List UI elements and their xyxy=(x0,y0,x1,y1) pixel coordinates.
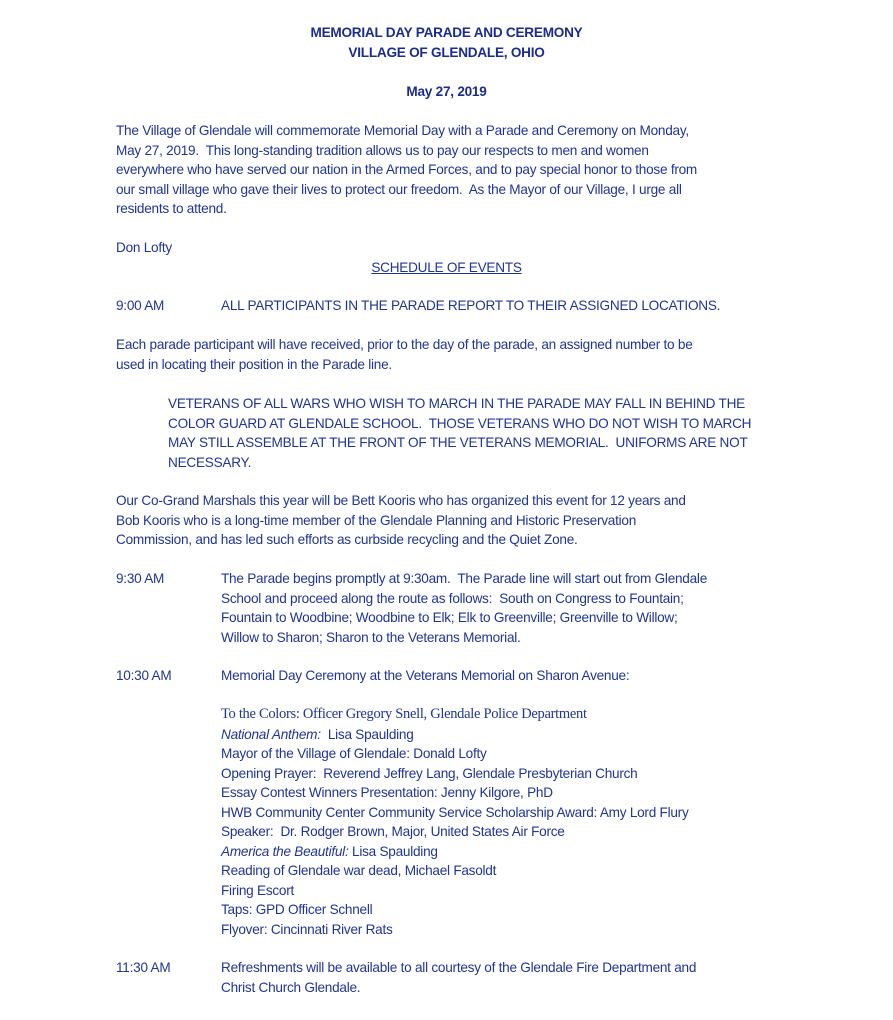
intro-paragraph xyxy=(116,121,697,219)
program-item: To the Colors: Officer Gregory Snell, Glendale Police Department xyxy=(221,706,587,722)
text-line: everywhere who have served our nation in the Armed Forces, and to pay special honor to those from xyxy=(116,162,698,178)
text-line: HWB Community Center Community Service Scholarship Award: Amy Lord Flury xyxy=(221,804,689,820)
ceremony-program xyxy=(221,705,689,940)
title-line-2: VILLAGE OF GLENDALE, OHIO xyxy=(348,44,545,60)
event-text: ALL PARTICIPANTS IN THE PARADE REPORT TO THEIR ASSIGNED LOCATIONS. xyxy=(221,298,721,313)
text-line: Willow to Sharon; Sharon to the Veterans Memorial. xyxy=(221,629,521,645)
program-items-b xyxy=(221,861,689,939)
text-line: The Village of Glendale will commemorate Memorial Day with a Parade and Ceremony on Monday, xyxy=(116,123,689,138)
marshals-paragraph xyxy=(116,491,686,550)
schedule-heading: SCHEDULE OF EVENTS xyxy=(371,260,522,275)
text-line: Commission, and has led such efforts as curbside recycling and the Quiet Zone. xyxy=(116,532,578,548)
program-item: America the Beautiful: Lisa Spaulding xyxy=(221,843,438,859)
program-items-a xyxy=(221,744,689,842)
text-line: VETERANS OF ALL WARS WHO WISH TO MARCH IN THE PARADE MAY FALL IN BEHIND THE xyxy=(168,396,745,411)
text-line: COLOR GUARD AT GLENDALE SCHOOL. THOSE VETERANS WHO DO NOT WISH TO MARCH xyxy=(168,415,752,431)
text-line: Refreshments will be available to all courtesy of the Glendale Fire Department and xyxy=(221,960,697,975)
text-line: The Parade begins promptly at 9:30am. The Parade line will start out from Glendale xyxy=(221,571,708,586)
text-line: Reading of Glendale war dead, Michael Fasoldt xyxy=(221,863,497,879)
signature: Don Lofty xyxy=(116,240,172,255)
text-line: Mayor of the Village of Glendale: Donald Lofty xyxy=(221,746,487,762)
text-line: Our Co-Grand Marshals this year will be Bett Kooris who has organized this event for 12 years and xyxy=(116,493,686,508)
document-title xyxy=(0,23,893,62)
text-line: Firing Escort xyxy=(221,882,295,898)
text-line: Bob Kooris who is a long-time member of the Glendale Planning and Historic Preservation xyxy=(116,512,637,528)
text-line: Flyover: Cincinnati River Rats xyxy=(221,922,393,938)
text-line: Essay Contest Winners Presentation: Jenny Kilgore, PhD xyxy=(221,785,553,801)
text-line: Speaker: Dr. Rodger Brown, Major, United States Air Force xyxy=(221,824,565,840)
refreshments-text xyxy=(221,958,696,997)
event-time: 10:30 AM xyxy=(116,668,172,683)
program-item: National Anthem: Lisa Spaulding xyxy=(221,726,414,742)
text-line: our small village who gave their lives to protect our freedom. As the Mayor of our Village, I urge all xyxy=(116,181,682,197)
parade-route xyxy=(221,569,707,647)
participants-paragraph xyxy=(116,335,693,374)
text-line: used in locating their position in the Parade line. xyxy=(116,356,392,372)
event-time: 11:30 AM xyxy=(116,960,171,975)
text-line: Taps: GPD Officer Schnell xyxy=(221,902,373,918)
veterans-paragraph xyxy=(168,394,751,472)
event-text: Memorial Day Ceremony at the Veterans Memorial on Sharon Avenue: xyxy=(221,668,630,683)
text-line: residents to attend. xyxy=(116,201,227,217)
document-date: May 27, 2019 xyxy=(406,84,487,99)
title-line-1: MEMORIAL DAY PARADE AND CEREMONY xyxy=(310,25,583,40)
text-line: May 27, 2019. This long-standing tradition allows us to pay our respects to men and women xyxy=(116,142,649,158)
text-line: NECESSARY. xyxy=(168,454,252,470)
event-time: 9:30 AM xyxy=(116,571,165,586)
event-time: 9:00 AM xyxy=(116,298,165,313)
text-line: Opening Prayer: Reverend Jeffrey Lang, Glendale Presbyterian Church xyxy=(221,765,638,781)
text-line: Christ Church Glendale. xyxy=(221,979,361,995)
text-line: MAY STILL ASSEMBLE AT THE FRONT OF THE VETERANS MEMORIAL. UNIFORMS ARE NOT xyxy=(168,435,748,451)
text-line: Each parade participant will have received, prior to the day of the parade, an assigned number to be xyxy=(116,337,693,352)
text-line: School and proceed along the route as follows: South on Congress to Fountain; xyxy=(221,590,684,606)
text-line: Fountain to Woodbine; Woodbine to Elk; Elk to Greenville; Greenville to Willow; xyxy=(221,610,678,626)
